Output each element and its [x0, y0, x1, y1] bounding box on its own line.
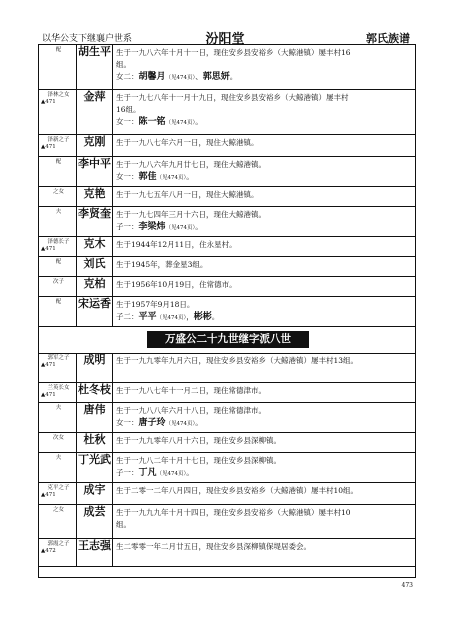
relation-cell: [39, 297, 77, 326]
relation-page-ref: ▲471: [41, 362, 56, 368]
detail-text: 生于一九七五年八月一日，现住大鲸港镇。: [116, 190, 259, 199]
relation-cell: [39, 353, 77, 382]
detail-line: [116, 47, 412, 59]
detail-text: 生于1944年12月11日，住永星村。: [116, 240, 237, 249]
detail-line: [116, 92, 412, 104]
member-name: 刘氏: [77, 257, 113, 276]
relation-cell: [39, 383, 77, 402]
member-name: 李中平: [77, 157, 113, 186]
detail-line: [116, 104, 412, 116]
detail-line: [116, 189, 412, 201]
member-name: 胡生平: [77, 45, 113, 89]
relation-cell: [39, 505, 77, 538]
member-row: [39, 433, 415, 453]
page-number: 473: [401, 582, 413, 589]
detail-line: [116, 435, 412, 447]
member-details: [113, 383, 415, 402]
detail-line: [116, 259, 412, 271]
member-details: [113, 403, 415, 432]
detail-text: 组。: [116, 520, 131, 529]
detail-line: [116, 71, 412, 84]
member-details: [113, 157, 415, 186]
relation-label: 郭霞之子: [47, 541, 70, 547]
detail-line: [116, 485, 412, 497]
detail-text: ，: [186, 312, 194, 321]
detail-text: 生二零零一年二月廿五日，现住安乡县深柳镇保堤居委会。: [116, 542, 311, 551]
detail-line: [116, 221, 412, 234]
detail-text: 生于一九九零年九月六日，现住安乡县安裕乡（大鲸港镇）屡丰村13组。: [116, 356, 359, 365]
member-name: 李贤奎: [77, 207, 113, 236]
member-row: [39, 277, 415, 297]
detail-text: 生于一九八六年九月廿七日，现住大鲸港镇。: [116, 160, 266, 169]
member-row: [39, 505, 415, 539]
member-row: [39, 237, 415, 257]
relation-cell: [39, 403, 77, 432]
detail-text: 子一：: [116, 468, 139, 477]
detail-text: 生于一九八六年十月十一日，现住安乡县安裕乡（大鲸港镇）屡丰村16: [116, 48, 351, 57]
detail-text: 生于一九八七年十一月二日，现住常德津市。: [116, 386, 266, 395]
detail-text: 女一：: [116, 172, 139, 181]
member-details: [113, 45, 415, 89]
descendant-name: 李梁炜: [138, 222, 166, 232]
relation-cell: [39, 453, 77, 482]
detail-line: [116, 507, 412, 519]
relation-cell: [39, 539, 77, 566]
header-book-title: 郭氏族谱: [366, 32, 410, 45]
member-row: [39, 353, 415, 383]
member-row: [39, 257, 415, 277]
detail-line: [116, 299, 412, 311]
detail-text: 生于一九八七年六月一日，现住大鲸港镇。: [116, 138, 259, 147]
detail-text: 。: [195, 117, 203, 126]
member-name: 唐伟: [77, 403, 113, 432]
relation-label: 配: [55, 47, 62, 53]
detail-line: [116, 467, 412, 480]
detail-text: 。: [229, 72, 238, 81]
member-name: 克木: [77, 237, 113, 256]
relation-cell: [39, 90, 77, 134]
member-details: [113, 353, 415, 382]
relation-label: 之女: [52, 507, 64, 513]
descendant-name: 胡馨月: [138, 72, 166, 82]
relation-label: 之女: [52, 189, 64, 195]
descendant-name: 陈一铭: [138, 117, 166, 127]
member-details: [113, 505, 415, 538]
descendant-name: 丁凡: [138, 468, 157, 478]
detail-text: 。: [211, 312, 220, 321]
detail-line: [116, 385, 412, 397]
member-details: [113, 539, 415, 566]
detail-text: 生于一九九零年八月十六日，现住安乡县深柳镇。: [116, 436, 281, 445]
relation-label: 夫: [55, 455, 62, 461]
member-details: [113, 207, 415, 236]
member-row: [39, 539, 415, 567]
member-name: 丁光武: [77, 453, 113, 482]
relation-label: 泽德长子: [47, 239, 70, 245]
member-row: [39, 297, 415, 327]
relation-cell: [39, 483, 77, 504]
member-row: [39, 453, 415, 483]
relation-cell: [39, 187, 77, 206]
member-details: [113, 135, 415, 156]
member-row: [39, 207, 415, 237]
member-name: 成明: [77, 353, 113, 382]
page-reference: （见474页）: [165, 120, 196, 126]
relation-cell: [39, 45, 77, 89]
detail-line: [116, 519, 412, 531]
relation-page-ref: ▲471: [41, 144, 56, 150]
relation-label: 次女: [52, 435, 64, 441]
detail-text: 。: [195, 418, 203, 427]
relation-cell: [39, 237, 77, 256]
detail-text: 。: [186, 468, 194, 477]
member-details: [113, 433, 415, 452]
detail-line: [116, 209, 412, 221]
descendant-name: 郭佳: [138, 172, 157, 182]
detail-text: 生于一九七四年三月十六日，现住大鲸港镇。: [116, 210, 266, 219]
member-row: [39, 157, 415, 187]
detail-text: 生于1945年，葬金星3组。: [116, 260, 208, 269]
page-reference: （见474页）: [165, 421, 196, 427]
detail-text: 女二：: [116, 72, 139, 81]
detail-line: [116, 541, 412, 553]
member-row: [39, 90, 415, 135]
detail-text: 生于一九八八年六月十八日，现住常德津市。: [116, 406, 266, 415]
member-name: 王志强: [77, 539, 113, 566]
page-reference: （见474页）: [156, 315, 187, 321]
relation-label: 夫: [55, 405, 62, 411]
member-name: 克刚: [77, 135, 113, 156]
descendant-name: 郭思妍: [202, 72, 230, 82]
page-reference: （见474页）: [156, 471, 187, 477]
detail-line: [116, 116, 412, 129]
detail-text: 生于一九九九年十月十四日，现住安乡县安裕乡（大鲸港镇）屡丰村10: [116, 508, 351, 517]
detail-text: 生于二零一二年八月四日，现住安乡县安裕乡（大鲸港镇）屡丰村10组。: [116, 486, 359, 495]
detail-line: [116, 159, 412, 171]
member-details: [113, 187, 415, 206]
member-row: [39, 403, 415, 433]
relation-cell: [39, 277, 77, 296]
member-details: [113, 297, 415, 326]
member-name: 杜秋: [77, 433, 113, 452]
relation-label: 克平之子: [47, 485, 70, 491]
member-name: 金萍: [77, 90, 113, 134]
member-row: [39, 383, 415, 403]
member-details: [113, 277, 415, 296]
detail-text: 、: [195, 72, 203, 81]
detail-line: [116, 455, 412, 467]
detail-text: 生于一九七八年十一月十九日，现住安乡县安裕乡（大鲸港镇）屡丰村: [116, 93, 349, 102]
member-name: 成宇: [77, 483, 113, 504]
detail-text: 女一：: [116, 117, 139, 126]
relation-cell: [39, 207, 77, 236]
relation-label: 泽新之子: [47, 137, 70, 143]
detail-line: [116, 355, 412, 367]
relation-label: 配: [55, 259, 62, 265]
detail-text: 16组。: [116, 105, 141, 114]
member-details: [113, 237, 415, 256]
member-name: 宋运香: [77, 297, 113, 326]
header-lineage: 以华公支下继襄户世系: [42, 34, 133, 44]
descendant-name: 彬彬: [193, 312, 212, 322]
member-details: [113, 257, 415, 276]
relation-page-ref: ▲471: [41, 246, 56, 252]
detail-text: 生于1957年9月18日。: [116, 300, 195, 309]
detail-text: 女一：: [116, 418, 139, 427]
member-details: [113, 483, 415, 504]
detail-text: 组。: [116, 60, 131, 69]
detail-text: 生于1956年10月19日，住常德市。: [116, 280, 237, 289]
relation-label: 泽林之女: [47, 92, 70, 98]
relation-label: 配: [55, 159, 62, 165]
genealogy-table: [38, 44, 416, 578]
relation-cell: [39, 157, 77, 186]
header-hall-name: 汾阳堂: [205, 32, 245, 47]
member-row: [39, 45, 415, 90]
member-name: 克艳: [77, 187, 113, 206]
member-row: [39, 187, 415, 207]
detail-line: [116, 239, 412, 251]
member-row: [39, 483, 415, 505]
member-name: 杜冬枝: [77, 383, 113, 402]
detail-line: [116, 279, 412, 291]
relation-page-ref: ▲471: [41, 392, 56, 398]
detail-line: [116, 137, 412, 149]
member-name: 克柏: [77, 277, 113, 296]
descendant-name: 平平: [138, 312, 157, 322]
relation-page-ref: ▲471: [41, 492, 56, 498]
page-reference: （见474页）: [165, 225, 196, 231]
generation-banner-row: [39, 327, 415, 354]
member-details: [113, 453, 415, 482]
relation-cell: [39, 433, 77, 452]
relation-label: 次子: [52, 279, 64, 285]
detail-line: [116, 405, 412, 417]
relation-label: 配: [55, 299, 62, 305]
relation-page-ref: ▲471: [41, 99, 56, 105]
detail-line: [116, 59, 412, 71]
detail-text: 子二：: [116, 312, 139, 321]
descendant-name: 唐子玲: [138, 418, 166, 428]
generation-banner: 万盛公二十九世继字派八世: [147, 331, 309, 348]
detail-text: 子一：: [116, 222, 139, 231]
page-reference: （见474页）: [165, 75, 196, 81]
member-row: [39, 135, 415, 157]
detail-line: [116, 311, 412, 324]
page-reference: （见474页）: [156, 175, 187, 181]
member-details: [113, 90, 415, 134]
relation-cell: [39, 257, 77, 276]
relation-label: 兰英长女: [47, 385, 70, 391]
member-name: 成芸: [77, 505, 113, 538]
detail-text: 。: [186, 172, 194, 181]
relation-label: 郭军之子: [47, 355, 70, 361]
detail-line: [116, 171, 412, 184]
detail-line: [116, 417, 412, 430]
relation-label: 夫: [55, 209, 62, 215]
detail-text: 生于一九八二年十月十七日，现住安乡县深柳镇。: [116, 456, 281, 465]
relation-cell: [39, 135, 77, 156]
detail-text: 。: [195, 222, 203, 231]
relation-page-ref: ▲472: [41, 548, 56, 554]
